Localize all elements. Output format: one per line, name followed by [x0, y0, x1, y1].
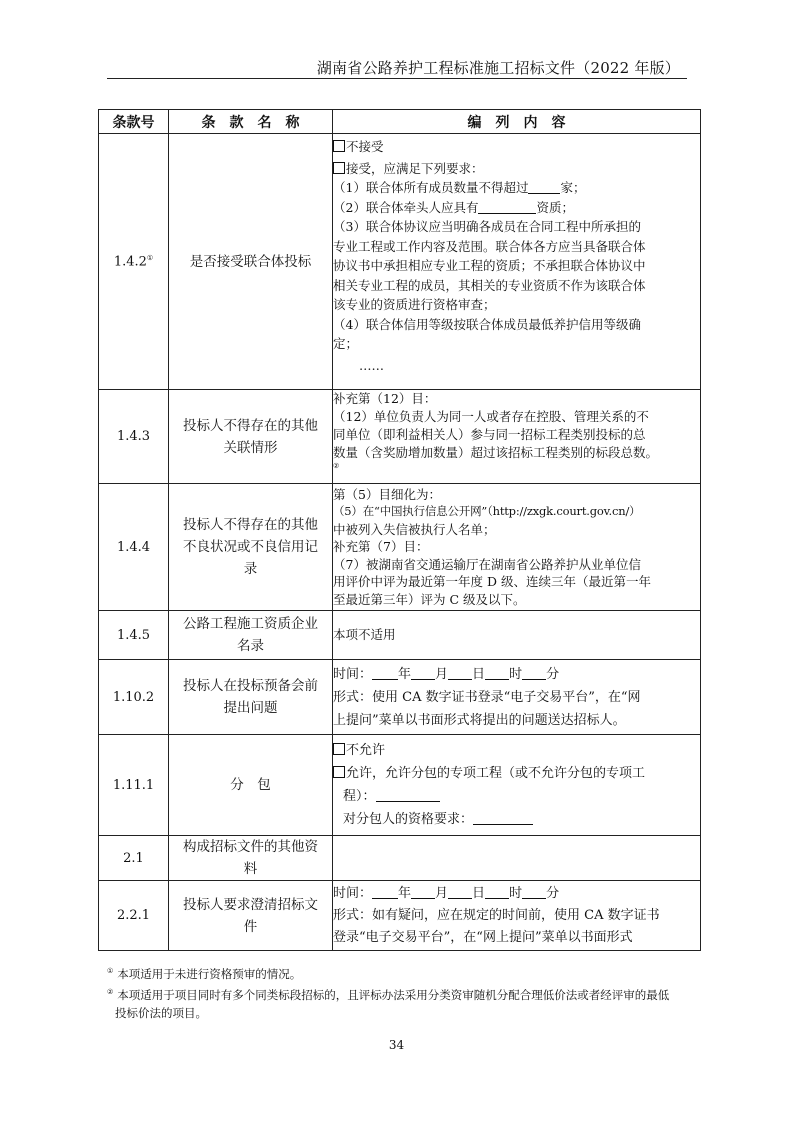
table-row [99, 660, 701, 735]
clause-name-line: 料 [243, 861, 258, 877]
content-line: 用评价中评为最近第一年度 D 级、连续三年（最近第一年 [333, 574, 651, 590]
clause-content [333, 660, 701, 735]
clause-content: 本项不适用 [333, 611, 701, 660]
content-text: 程）： [343, 789, 376, 804]
content-line: 中被列入失信被执行人名单； [333, 521, 496, 537]
option-allowed[interactable] [333, 762, 700, 785]
table-row [99, 836, 701, 881]
requirement-line [333, 178, 700, 198]
table-row [99, 735, 701, 836]
header-rule [107, 78, 687, 79]
clause-number: 1.11.1 [99, 735, 169, 836]
clause-name-line: 不良状况或不良信用记 [183, 539, 318, 555]
fill-blank[interactable] [528, 180, 560, 194]
clause-name-line: 投标人要求澄清招标文 [183, 896, 318, 913]
hour-unit: 时 [509, 666, 523, 682]
time-label: 时间： [333, 885, 373, 901]
clause-content [333, 836, 701, 881]
checkbox-icon[interactable] [333, 140, 345, 152]
minute-blank[interactable] [522, 666, 546, 680]
requirement-line: 定； [333, 336, 359, 351]
requirement-line: 协议书中承担相应专业工程的资质；不承担联合体协议中 [333, 258, 646, 273]
fill-blank[interactable] [376, 788, 440, 802]
content-line: 形式：如有疑问，应在规定的时间前，使用 CA 数字证书 [333, 907, 660, 923]
month-unit: 月 [435, 885, 449, 901]
requirement-line: 相关专业工程的成员，其相关的专业资质不作为该联合体 [333, 277, 646, 293]
content-line [333, 785, 700, 808]
clause-content [333, 134, 701, 390]
time-line [333, 883, 700, 905]
content-line: （12）单位负责人为同一人或者存在控股、管理关系的不 [333, 409, 649, 424]
column-header-name: 条 款 名 称 [169, 110, 333, 134]
year-unit: 年 [398, 666, 412, 682]
requirement-line: （4）联合体信用等级按联合体成员最低养护信用等级确 [333, 316, 641, 332]
content-line: 形式：使用 CA 数字证书登录“电子交易平台”，在“网 [333, 689, 641, 705]
content-line: 第（5）目细化为： [333, 486, 441, 502]
table-row [99, 881, 701, 951]
option-accept[interactable] [333, 159, 700, 179]
clause-name [169, 390, 333, 484]
content-line: 同单位（即利益相关人）参与同一招标工程类别投标的总 [333, 427, 646, 442]
content-line [333, 808, 700, 831]
clause-name [169, 881, 333, 951]
footnote-text: 本项适用于项目同时有多个同类标段招标的，且评标办法采用分类资审随机分配合理低价法或者经评审的最低 [117, 987, 670, 1002]
content-line: 上提问”菜单以书面形式将提出的问题送达招标人。 [333, 712, 626, 728]
table-header-row [99, 110, 701, 134]
footnote-text: 投标价法的项目。 [115, 1005, 207, 1020]
checkbox-icon[interactable] [333, 162, 345, 174]
clause-number-text: 1.4.2 [113, 254, 147, 270]
time-line [333, 663, 700, 686]
content-line: （7）被湖南省交通运输厅在湖南省公路养护从业单位信 [333, 556, 641, 572]
clause-name-line: 公路工程施工资质企业 [183, 616, 318, 632]
table-row [99, 390, 701, 484]
hour-blank[interactable] [485, 885, 509, 899]
requirement-line: 专业工程或工作内容及范围。联合体各方应当具备联合体 [333, 238, 646, 254]
footnote-text: 本项适用于未进行资格预审的情况。 [117, 966, 302, 981]
footnote-continuation [107, 1004, 697, 1022]
checkbox-icon[interactable] [333, 743, 345, 755]
day-blank[interactable] [448, 885, 472, 899]
clause-name [169, 484, 333, 611]
content-line: 登录“电子交易平台”，在“网上提问”菜单以书面形式 [333, 929, 633, 945]
clause-number: 2.1 [99, 836, 169, 881]
clause-name: 分 包 [169, 735, 333, 836]
hour-blank[interactable] [485, 666, 509, 680]
page-number: 34 [388, 1038, 405, 1052]
clause-number [99, 134, 169, 390]
requirement-line [333, 198, 700, 218]
clause-content [333, 390, 701, 484]
option-label: 不允许 [346, 743, 386, 758]
clause-number: 1.10.2 [99, 660, 169, 735]
clause-name: 是否接受联合体投标 [169, 134, 333, 390]
clause-name-line: 录 [243, 561, 258, 577]
option-label: 允许，允许分包的专项工程（或不允许分包的专项工 [346, 766, 646, 781]
clause-name [169, 611, 333, 660]
year-unit: 年 [398, 885, 412, 901]
footnote-ref: ① [146, 253, 154, 262]
content-line: 至最近第三年）评为 C 级及以下。 [333, 591, 526, 607]
footnote-mark: ① [107, 967, 114, 975]
option-reject[interactable] [333, 137, 700, 157]
column-header-content: 编 列 内 容 [333, 110, 701, 134]
content-text: 对分包人的资格要求： [343, 812, 474, 827]
requirement-line: （3）联合体协议应当明确各成员在合同工程中所承担的 [333, 219, 641, 234]
requirement-text: 资质； [536, 199, 574, 215]
column-header-number: 条款号 [99, 110, 169, 134]
clause-name [169, 836, 333, 881]
footnote [107, 983, 697, 1004]
content-line: （5）在“中国执行信息公开网”（http://zxgk.court.gov.cn/） [333, 504, 641, 519]
clause-content [333, 881, 701, 951]
table-row [99, 484, 701, 611]
page-header-title: 湖南省公路养护工程标准施工招标文件（2022 年版） [316, 59, 680, 77]
clause-name-line: 名录 [237, 638, 264, 654]
requirement-line: 该专业的资质进行资格审查； [333, 297, 496, 312]
month-unit: 月 [435, 666, 449, 682]
footnotes [107, 962, 697, 1022]
clause-name-line: 投标人不得存在的其他 [183, 517, 318, 533]
month-blank[interactable] [411, 885, 435, 899]
option-label: 不接受 [346, 139, 384, 154]
clause-name-line: 投标人在投标预备会前 [183, 678, 318, 694]
table-row [99, 134, 701, 390]
requirement-text: 家； [560, 180, 586, 195]
year-blank[interactable] [372, 666, 398, 680]
clause-number: 1.4.3 [99, 390, 169, 484]
clause-number: 2.2.1 [99, 881, 169, 951]
minute-blank[interactable] [522, 885, 546, 899]
clause-name-line: 构成招标文件的其他资 [183, 839, 318, 855]
clause-name-line: 提出问题 [223, 700, 278, 716]
clause-name [169, 660, 333, 735]
clause-number: 1.4.5 [99, 611, 169, 660]
month-blank[interactable] [411, 666, 435, 680]
fill-blank[interactable] [478, 200, 536, 214]
day-blank[interactable] [448, 666, 472, 680]
option-not-allowed[interactable] [333, 739, 700, 762]
footnote [107, 962, 697, 983]
fill-blank[interactable] [473, 811, 533, 825]
clause-content [333, 735, 701, 836]
ellipsis: …… [359, 357, 384, 373]
minute-unit: 分 [546, 666, 560, 682]
table-row [99, 611, 701, 660]
content-line: 补充第（12）目： [333, 391, 437, 406]
hour-unit: 时 [509, 885, 523, 901]
content-line: 数量（含奖励增加数量）超过该招标工程类别的标段总数。 [333, 445, 659, 460]
content-line: 补充第（7）目： [333, 539, 429, 555]
clause-table [98, 109, 701, 951]
footnote-mark: ② [107, 987, 114, 996]
clause-content [333, 484, 701, 611]
clause-number: 1.4.4 [99, 484, 169, 611]
minute-unit: 分 [546, 885, 560, 901]
requirement-text: （2）联合体牵头人应具有 [333, 199, 479, 215]
clause-name-line: 投标人不得存在的其他 [183, 417, 318, 434]
clause-name-line: 关联情形 [223, 439, 278, 456]
day-unit: 日 [472, 666, 486, 682]
time-label: 时间： [333, 666, 373, 682]
requirement-text: （1）联合体所有成员数量不得超过 [333, 180, 529, 195]
checkbox-icon[interactable] [333, 766, 345, 778]
day-unit: 日 [472, 885, 486, 901]
year-blank[interactable] [372, 885, 398, 899]
option-label: 接受，应满足下列要求： [346, 160, 484, 176]
footnote-ref: ② [333, 462, 340, 470]
clause-name-line: 件 [243, 918, 258, 935]
